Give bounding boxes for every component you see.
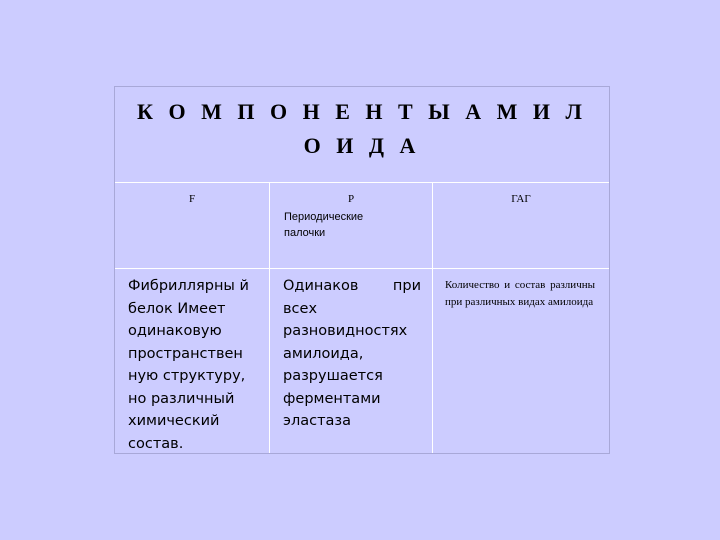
body-cell-f — [115, 269, 270, 453]
cell-text-f: Фибриллярны й белок Имеет одинаковую пространствен ную структуру, но различный химический состав. — [128, 278, 249, 452]
cell-text-p: Одинаков при всех разновидностях амилоида, разрушается ферментами эластаза — [283, 278, 421, 429]
table-title: К О М П О Н Е Н Т Ы А М И Л О И Д А — [137, 99, 587, 158]
column-label-p: P — [347, 193, 355, 205]
body-cell-gag — [433, 269, 609, 453]
header-cell-p — [270, 183, 433, 269]
column-sublabel-p: Периодические палочки — [284, 211, 364, 239]
components-table — [114, 86, 610, 454]
header-cell-gag — [433, 183, 609, 269]
column-label-f: F — [188, 193, 196, 205]
body-cell-p — [270, 269, 433, 453]
column-label-gag: ГАГ — [511, 193, 531, 205]
header-cell-f — [115, 183, 270, 269]
table-title-cell — [115, 87, 609, 183]
cell-text-gag: Количество и состав различны при различных видах амилоида — [445, 279, 595, 308]
